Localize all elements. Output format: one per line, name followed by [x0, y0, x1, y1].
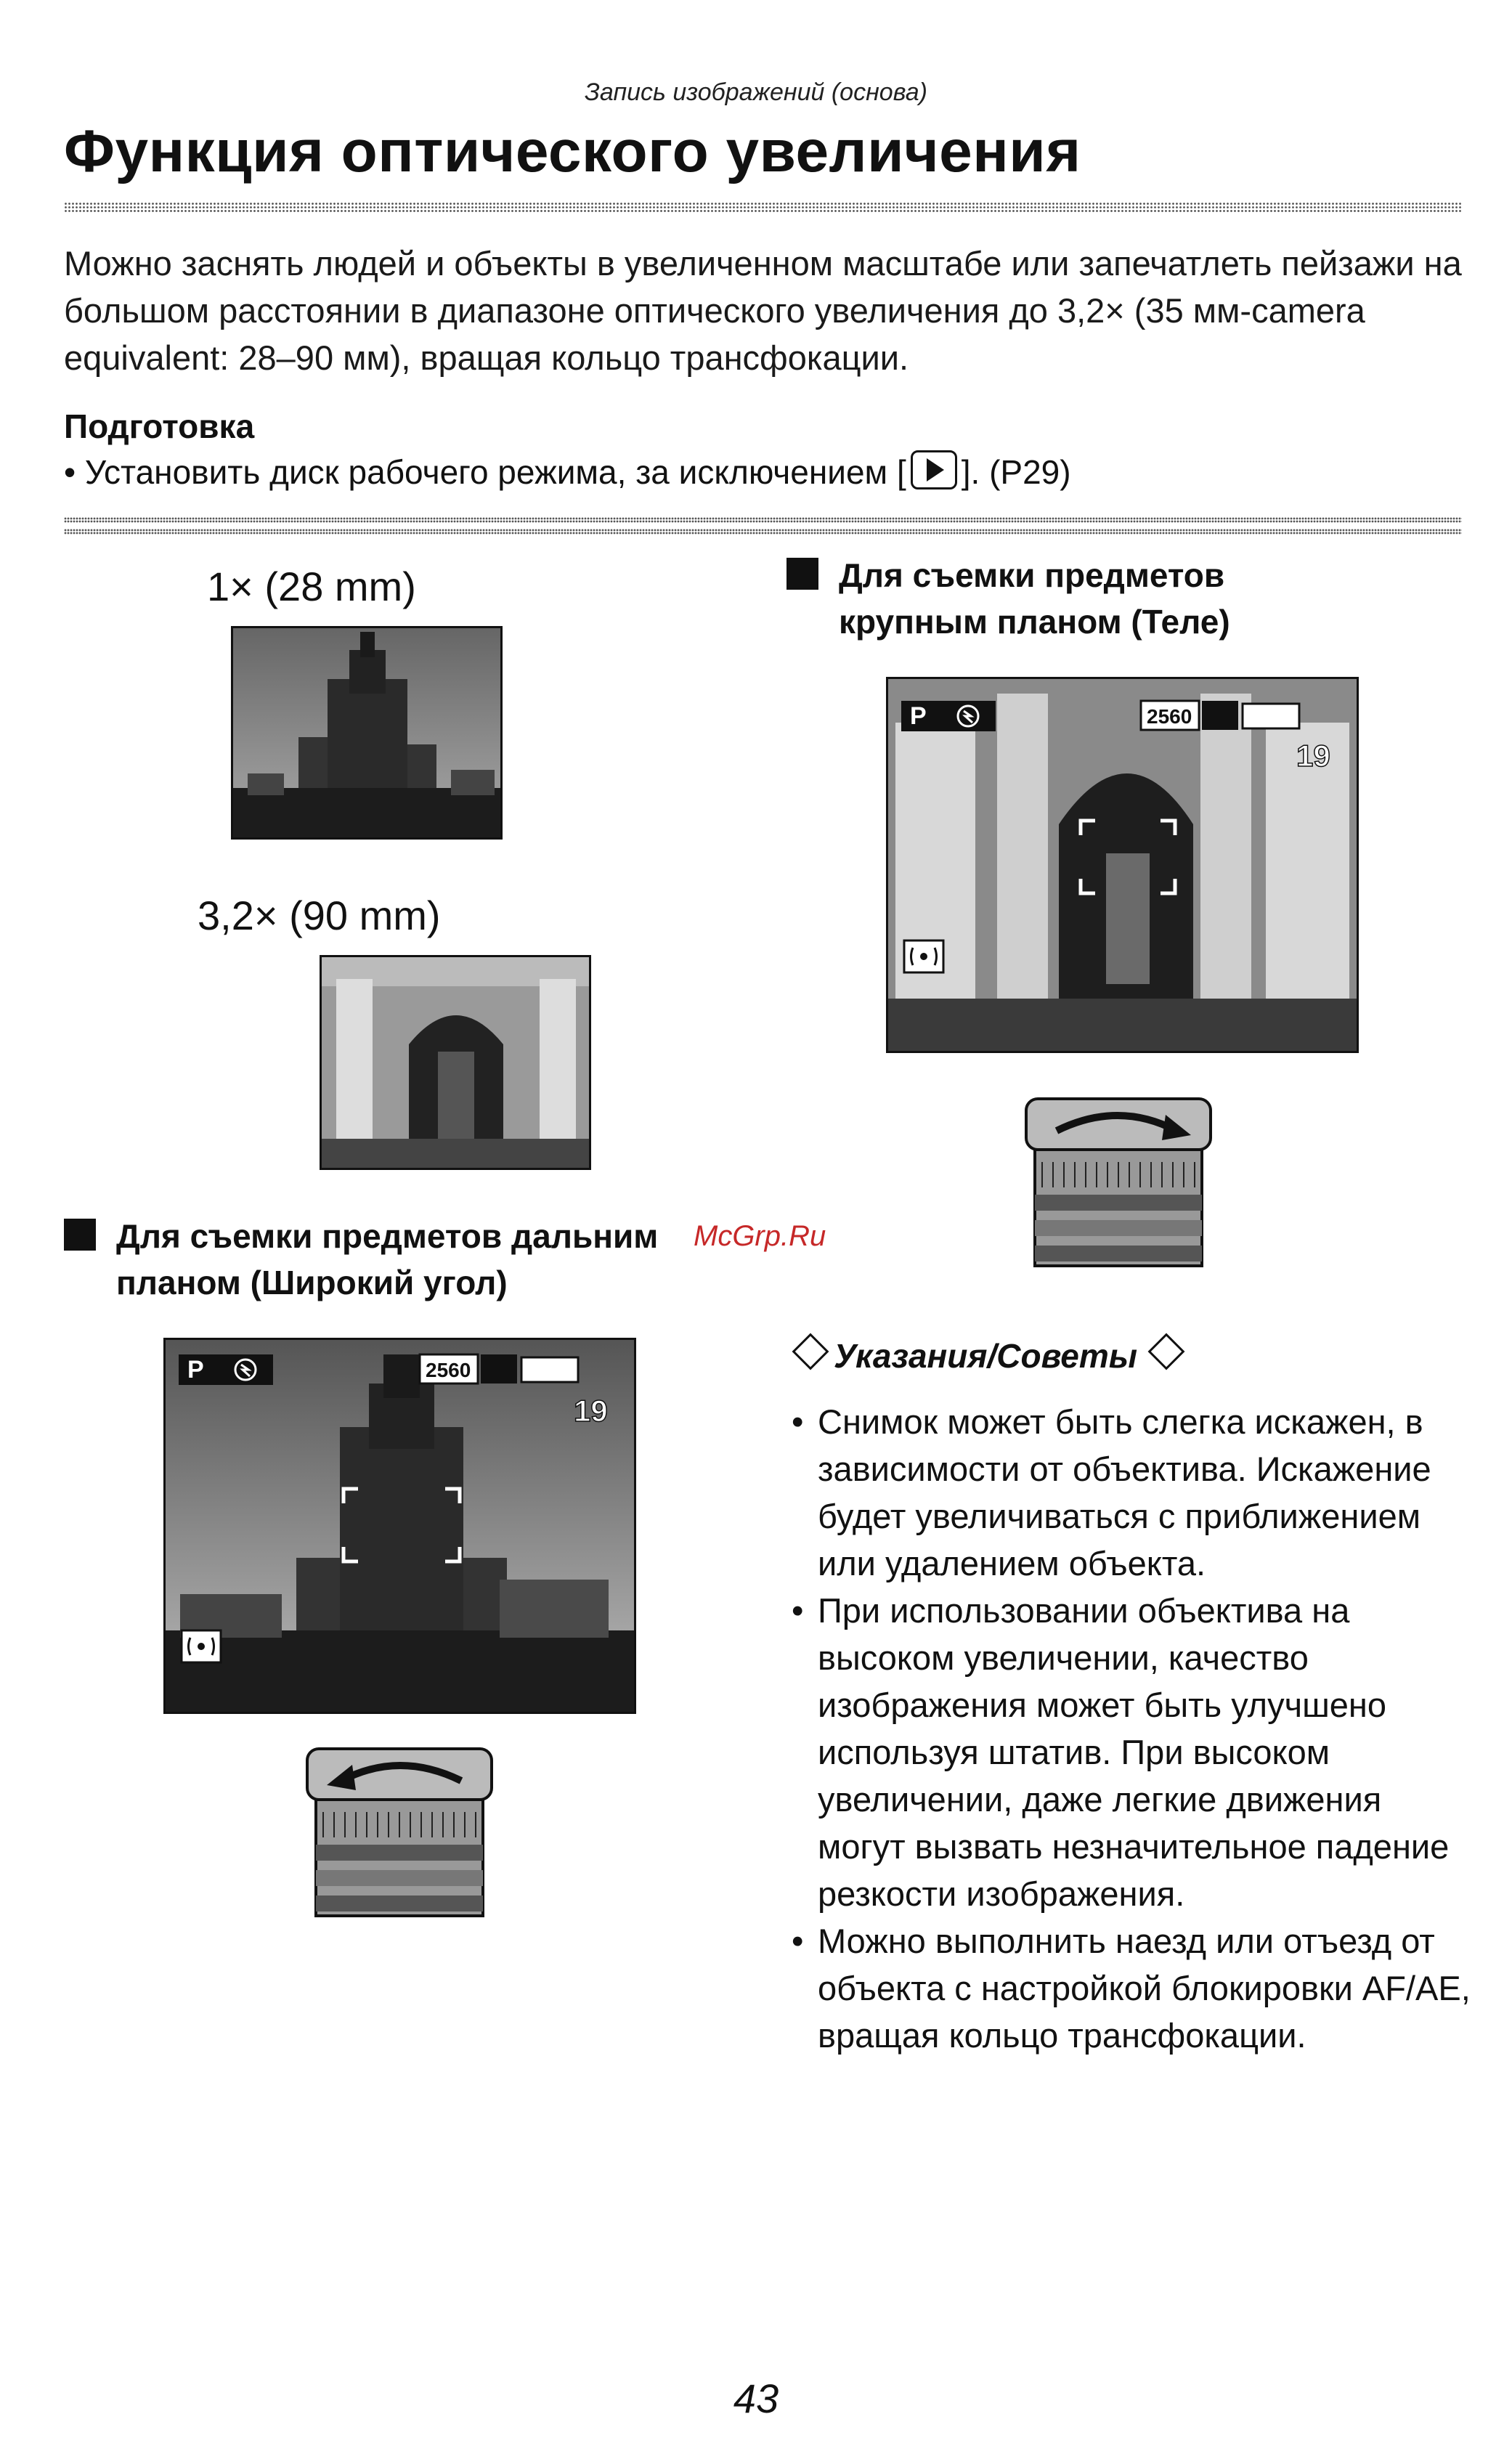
lcd-resolution: 2560 — [426, 1359, 471, 1381]
lcd-resolution: 2560 — [1147, 705, 1192, 728]
section-marker-icon — [787, 558, 818, 590]
wide-zoom-label: 1× (28 mm) — [207, 564, 416, 609]
diamond-icon — [792, 1333, 829, 1370]
tip-item: • Снимок может быть слегка искажен, в зависимости от объектива. Искажение будет увеличиваться с приближением или удалением объекта. — [792, 1398, 1474, 1587]
spot-metering-icon — [182, 1630, 221, 1662]
lcd-mode-text: P — [187, 1356, 204, 1384]
battery-icon — [1243, 704, 1299, 728]
tip-item: • Можно выполнить наезд или отъезд от объекта с настройкой блокировки AF/AE, вращая кольцо трансфокации. — [792, 1917, 1474, 2059]
zoom-ring-wide-illustration — [301, 1743, 497, 1921]
tips-list — [792, 1398, 1474, 2059]
zoom-ring-tele-illustration — [1020, 1093, 1216, 1271]
preparation-title: Подготовка — [64, 407, 255, 445]
wide-lcd-screen — [163, 1338, 636, 1714]
section-header: Запись изображений (основа) — [585, 78, 927, 106]
lcd-shots-remaining: 19 — [574, 1394, 608, 1428]
wide-section-title: Для съемки предметов дальним планом (Широкий угол) — [64, 1213, 658, 1306]
diamond-icon — [1148, 1333, 1185, 1370]
preparation-text-end: ]. (P29) — [961, 453, 1071, 491]
lcd-mode-text: P — [910, 702, 927, 730]
title-divider — [64, 202, 1462, 212]
playback-mode-icon — [911, 450, 957, 489]
tip-item: • При использовании объектива на высоком увеличении, качество изображения может быть улучшено используя штатив. При высоком увеличении, даже легкие движения могут вызвать незначительное падение резкости изображения. — [792, 1587, 1474, 1917]
lcd-shots-remaining: 19 — [1296, 739, 1330, 773]
tele-zoom-label: 3,2× (90 mm) — [198, 893, 441, 938]
spot-metering-icon — [904, 940, 943, 972]
watermark: McGrp.Ru — [694, 1220, 826, 1252]
battery-icon — [521, 1357, 578, 1382]
section-marker-icon — [64, 1219, 96, 1251]
intro-paragraph: Можно заснять людей и объекты в увеличенном масштабе или запечатлеть пейзажи на большом расстоянии в диапазоне оптического увеличения до 3,2× (35 мм-camera equivalent: 28–90 мм), вращая кольцо трансфокации. — [64, 244, 1462, 377]
wide-example-photo — [231, 626, 503, 840]
page-number: 43 — [733, 2376, 779, 2421]
tips-title: Указания/Советы — [792, 1336, 1190, 1376]
tele-lcd-screen — [886, 677, 1359, 1053]
section-divider-1 — [64, 517, 1462, 523]
section-divider-2 — [64, 529, 1462, 535]
preparation-text-start: • Установить диск рабочего режима, за исключением [ — [64, 453, 906, 491]
page-title: Функция оптического увеличения — [64, 118, 1081, 184]
tele-section-title: Для съемки предметов крупным планом (Теле) — [787, 552, 1230, 645]
tele-example-photo — [320, 955, 591, 1170]
preparation-item — [64, 450, 1071, 492]
